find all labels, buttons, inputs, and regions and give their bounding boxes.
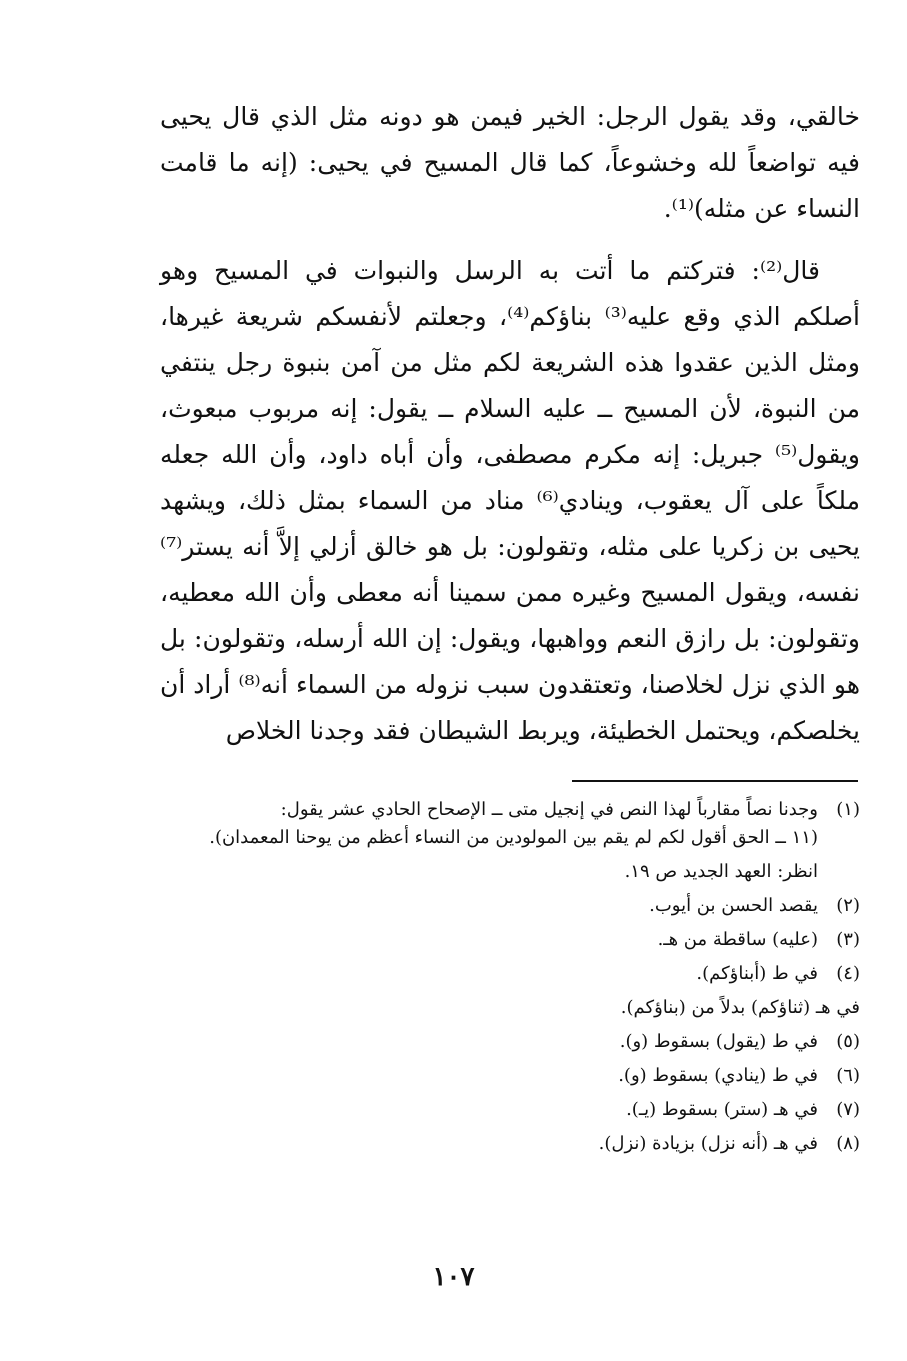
footnote-body: في هـ (ستر) بسقوط (يـ). bbox=[626, 1099, 818, 1120]
footnote-8 bbox=[160, 1130, 860, 1158]
footnote-body: في ط (يقول) بسقوط (و). bbox=[619, 1031, 818, 1052]
footnote-line: في ط (أبناؤكم). bbox=[696, 963, 818, 984]
footnotes-section bbox=[160, 796, 860, 1158]
footnote-6 bbox=[160, 1062, 860, 1090]
footnote-number: (٨) bbox=[836, 1133, 860, 1154]
footnote-4 bbox=[160, 960, 860, 1022]
footnote-number: (٣) bbox=[836, 929, 860, 950]
main-text bbox=[160, 94, 860, 754]
footnote-body: يقصد الحسن بن أيوب. bbox=[649, 895, 818, 916]
paragraph-2: قال⁽²⁾: فتركتم ما أتت به الرسل والنبوات في المسيح وهو أصلكم الذي وقع عليه⁽³⁾ بناؤكم⁽⁴⁾، وجعلتم لأنفسكم شريعة غيرها، ومثل الذين عقدوا هذه الشريعة لكم مثل من آمن بنبوة رجل ينتفي من النبوة، لأن المسيح ــ عليه السلام ــ يقول: إنه مربوب مبعوث، ويقول⁽⁵⁾ جبريل: إنه مكرم مصطفى، وأن أباه داود، وأن الله جعله ملكاً على آل يعقوب، وينادي⁽⁶⁾ مناد من السماء بمثل ذلك، ويشهد يحيى بن زكريا على مثله، وتقولون: بل هو خالق أزلي إلاَّ أنه يستر⁽⁷⁾ نفسه، ويقول المسيح وغيره ممن سمينا أنه معطى وأن الله معطيه، وتقولون: بل رازق النعم وواهبها، ويقول: إن الله أرسله، وتقولون: بل هو الذي نزل لخلاصنا، وتعتقدون سبب نزوله من السماء أنه⁽⁸⁾ أراد أن يخلصكم، ويحتمل الخطيئة، ويربط الشيطان فقد وجدنا الخلاص bbox=[160, 256, 860, 745]
footnote-number: (١) bbox=[836, 799, 860, 820]
footnote-line: (١١ ــ الحق أقول لكم لم يقم بين المولودين من النساء أعظم من يوحنا المعمدان). bbox=[209, 827, 818, 848]
footnote-body: (عليه) ساقطة من هـ. bbox=[657, 929, 818, 950]
footnote-number: (٦) bbox=[836, 1065, 860, 1086]
footnote-line: وجدنا نصاً مقارباً لهذا النص في إنجيل متى ــ الإصحاح الحادي عشر يقول: bbox=[280, 799, 818, 820]
footnote-variant: في هـ (ثناؤكم) بدلاً من (بناؤكم). bbox=[620, 997, 860, 1018]
footnote-body bbox=[160, 960, 860, 1022]
footnote-7 bbox=[160, 1096, 860, 1124]
page-number: ١٠٧ bbox=[432, 1262, 475, 1292]
footnote-2 bbox=[160, 892, 860, 920]
footnote-separator bbox=[572, 780, 858, 782]
footnote-body: في هـ (أنه نزل) بزيادة (نزل). bbox=[598, 1133, 818, 1154]
footnote-reference: انظر: العهد الجديد ص ١٩. bbox=[624, 861, 818, 882]
footnote-body: في ط (ينادي) بسقوط (و). bbox=[618, 1065, 818, 1086]
footnote-5 bbox=[160, 1028, 860, 1056]
footnote-number: (٧) bbox=[836, 1099, 860, 1120]
paragraph-1: خالقي، وقد يقول الرجل: الخير فيمن هو دونه مثل الذي قال يحيى فيه تواضعاً لله وخشوعاً، كما قال المسيح في يحيى: (إنه ما قامت النساء عن مثله)⁽¹⁾. bbox=[160, 102, 860, 223]
footnote-number: (٢) bbox=[836, 895, 860, 916]
footnote-body bbox=[160, 796, 818, 886]
footnote-3 bbox=[160, 926, 860, 954]
footnote-1 bbox=[160, 796, 860, 886]
footnote-number: (٤) bbox=[836, 963, 860, 984]
footnote-number: (٥) bbox=[836, 1031, 860, 1052]
